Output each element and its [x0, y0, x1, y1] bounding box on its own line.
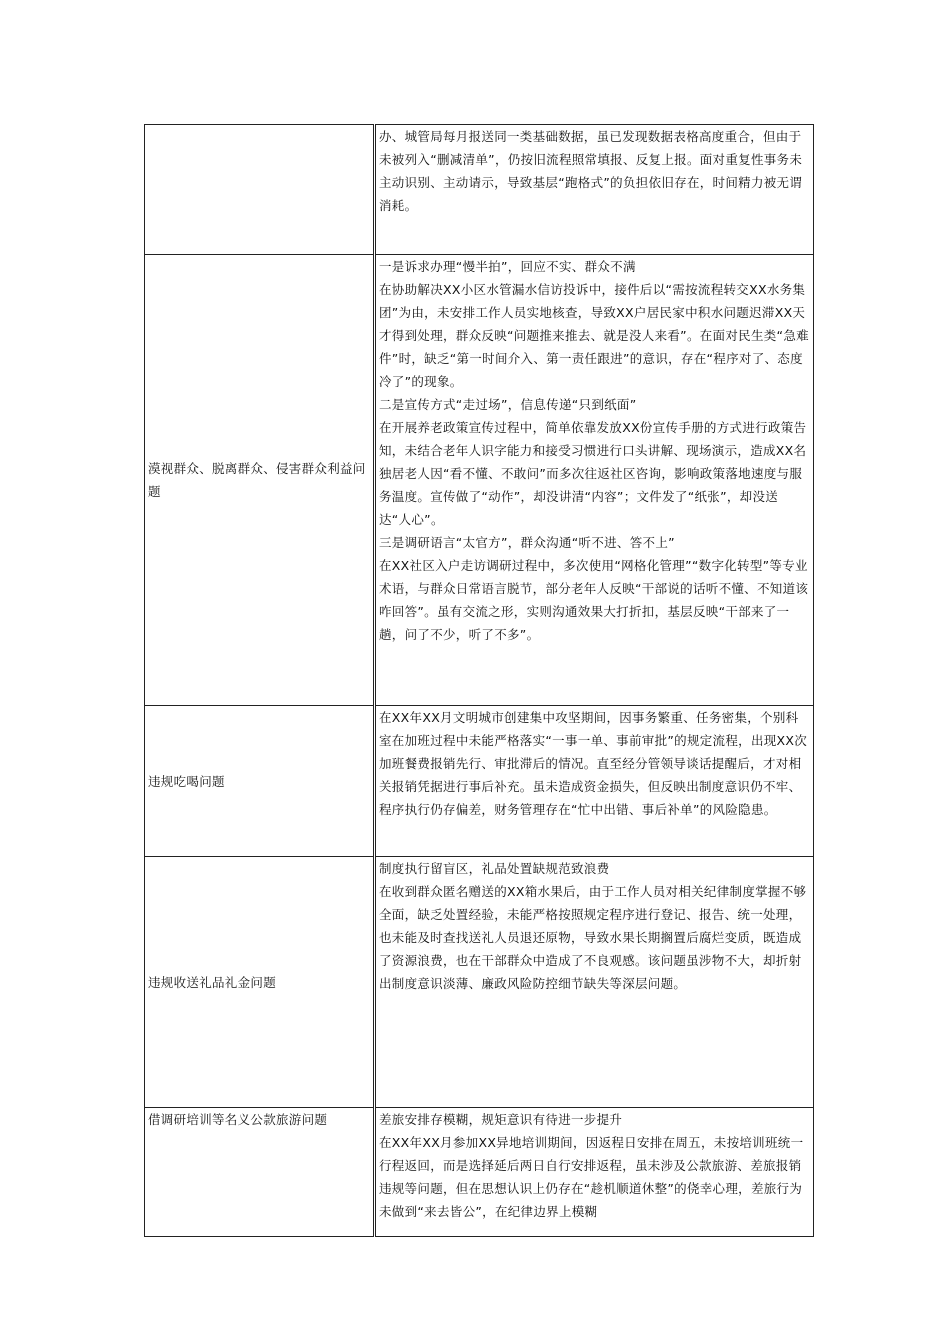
- category-label: 违规收送礼品礼金问题: [148, 974, 277, 990]
- category-label: 漠视群众、脱离群众、侵害群众利益问题: [148, 461, 366, 499]
- category-cell: [145, 706, 375, 857]
- detail-heading: 三是调研语言“太官方”，群众沟通“听不进、答不上”: [379, 535, 675, 550]
- detail-paragraph: 在XX年XX月文明城市创建集中攻坚期间，因事务繁重、任务密集，个别科室在加班过程中未能严格落实“一事一单、事前审批”的规定流程，出现XX次加班餐费报销先行、审批滞后的情况。直至经分管领导谈话提醒后，才对相关报销凭据进行事后补充。虽未造成资金损失，但反映出制度意识仍不牢、程序执行仍存偏差，财务管理存在“忙中出错、事后补单”的风险隐患。: [379, 710, 808, 817]
- detail-heading: 制度执行留盲区，礼品处置缺规范致浪费: [379, 861, 610, 876]
- detail-cell: [375, 706, 814, 857]
- table-row: [145, 255, 814, 706]
- detail-cell: [375, 125, 814, 255]
- table-row: [145, 125, 814, 255]
- table-row: [145, 1108, 814, 1237]
- detail-paragraph: 在收到群众匿名赠送的XX箱水果后，由于工作人员对相关纪律制度掌握不够全面，缺乏处置经验，未能严格按照规定程序进行登记、报告、统一处理，也未能及时查找送礼人员退还原物，导致水果长期搁置后腐烂变质，既造成了资源浪费，也在干部群众中造成了不良观感。该问题虽涉物不大，却折射出制度意识淡薄、廉政风险防控细节缺失等深层问题。: [379, 884, 807, 991]
- category-label: 借调研培训等名义公款旅游问题: [148, 1112, 328, 1127]
- detail-paragraph: 在XX社区入户走访调研过程中，多次使用“网格化管理”“数字化转型”等专业术语，与群众日常语言脱节，部分老年人反映“干部说的话听不懂、不知道该咋回答”。虽有交流之形，实则沟通效果大打折扣，基层反映“干部来了一趟，问了不少，听了不多”。: [379, 558, 809, 642]
- detail-heading: 一是诉求办理“慢半拍”，回应不实、群众不满: [379, 259, 636, 274]
- detail-paragraph: 在协助解决XX小区水管漏水信访投诉中，接件后以“需按流程转交XX水务集团”为由，未安排工作人员实地核查，导致XX户居民家中积水问题迟滞XX天才得到处理，群众反映“问题推来推去、就是没人来看”。在面对民生类“急难件”时，缺乏“第一时间介入、第一责任跟进”的意识，存在“程序对了、态度冷了”的现象。: [379, 282, 809, 389]
- category-cell: [145, 125, 375, 255]
- category-cell: [145, 1108, 375, 1237]
- detail-paragraph: 在XX年XX月参加XX异地培训期间，因返程日安排在周五，未按培训班统一行程返回，而是选择延后两日自行安排返程，虽未涉及公款旅游、差旅报销违规等问题，但在思想认识上仍存在“趁机顺道休整”的侥幸心理，差旅行为未做到“来去皆公”，在纪律边界上模糊: [379, 1135, 804, 1219]
- problem-table: [144, 124, 814, 1237]
- detail-heading: 差旅安排存模糊，规矩意识有待进一步提升: [379, 1112, 623, 1127]
- detail-paragraph: 在开展养老政策宣传过程中，简单依靠发放XX份宣传手册的方式进行政策告知，未结合老年人识字能力和接受习惯进行口头讲解、现场演示，造成XX名独居老人因“看不懂、不敢问”而多次往返社区咨询，影响政策落地速度与服务温度。宣传做了“动作”，却没讲清“内容”；文件发了“纸张”，却没送达“人心”。: [379, 420, 807, 527]
- category-cell: [145, 857, 375, 1108]
- table-row: [145, 857, 814, 1108]
- table-row: [145, 706, 814, 857]
- category-label: 违规吃喝问题: [148, 773, 225, 789]
- detail-cell: [375, 255, 814, 706]
- detail-paragraph: 办、城管局每月报送同一类基础数据，虽已发现数据表格高度重合，但由于未被列入“删减清单”，仍按旧流程照常填报、反复上报。面对重复性事务未主动识别、主动请示，导致基层“跑格式”的负担依旧存在，时间精力被无谓消耗。: [379, 129, 803, 213]
- category-cell: [145, 255, 375, 706]
- detail-cell: [375, 857, 814, 1108]
- detail-heading: 二是宣传方式“走过场”，信息传递“只到纸面”: [379, 397, 637, 412]
- detail-cell: [375, 1108, 814, 1237]
